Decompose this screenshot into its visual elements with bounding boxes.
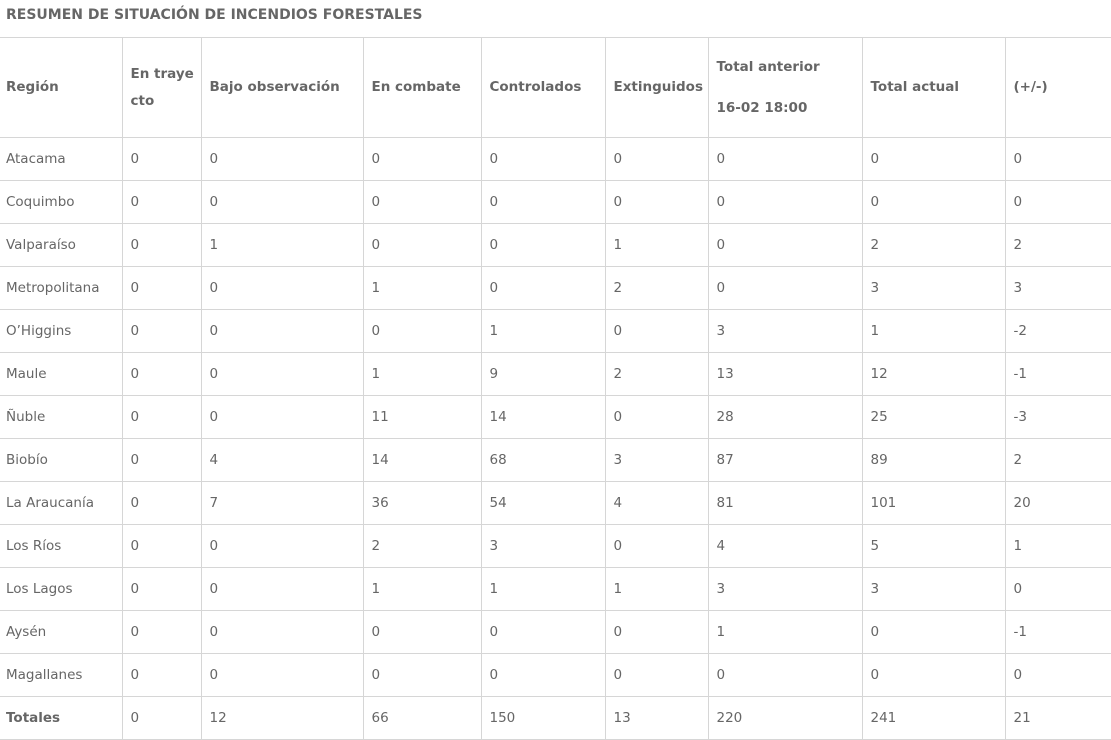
cell-en-combate: 0 [363, 138, 481, 181]
cell-diff: -1 [1005, 353, 1111, 396]
fire-summary-table [0, 37, 1111, 740]
cell-diff: 2 [1005, 224, 1111, 267]
cell-total-anterior: 3 [708, 310, 862, 353]
table-row [0, 568, 1111, 611]
header-en-combate: En combate [363, 38, 481, 138]
cell-controlados: 0 [481, 181, 605, 224]
cell-bajo-observacion: 1 [201, 224, 363, 267]
table-row [0, 353, 1111, 396]
cell-total-actual: 3 [862, 568, 1005, 611]
cell-total-anterior: 0 [708, 224, 862, 267]
cell-total-actual: 0 [862, 181, 1005, 224]
cell-region: Los Ríos [0, 525, 122, 568]
cell-total-actual: 0 [862, 138, 1005, 181]
table-header-row [0, 38, 1111, 138]
cell-total-anterior: 1 [708, 611, 862, 654]
total-controlados: 150 [481, 697, 605, 740]
cell-region: Biobío [0, 439, 122, 482]
cell-controlados: 1 [481, 568, 605, 611]
table-row [0, 181, 1111, 224]
cell-en-trayecto: 0 [122, 396, 201, 439]
cell-extinguidos: 0 [605, 611, 708, 654]
cell-en-combate: 36 [363, 482, 481, 525]
header-en-trayecto-line2: cto [130, 92, 155, 109]
cell-diff: 3 [1005, 267, 1111, 310]
cell-region: Aysén [0, 611, 122, 654]
cell-en-combate: 0 [363, 181, 481, 224]
cell-en-combate: 14 [363, 439, 481, 482]
cell-total-anterior: 4 [708, 525, 862, 568]
header-en-trayecto [122, 38, 201, 138]
cell-diff: 0 [1005, 654, 1111, 697]
cell-en-trayecto: 0 [122, 267, 201, 310]
total-total-anterior: 220 [708, 697, 862, 740]
cell-en-combate: 0 [363, 654, 481, 697]
table-row [0, 224, 1111, 267]
cell-bajo-observacion: 0 [201, 568, 363, 611]
cell-en-trayecto: 0 [122, 224, 201, 267]
cell-diff: 0 [1005, 568, 1111, 611]
cell-total-actual: 5 [862, 525, 1005, 568]
cell-region: Valparaíso [0, 224, 122, 267]
header-extinguidos: Extinguidos [605, 38, 708, 138]
cell-controlados: 0 [481, 267, 605, 310]
cell-en-combate: 0 [363, 611, 481, 654]
cell-extinguidos: 0 [605, 525, 708, 568]
cell-total-actual: 12 [862, 353, 1005, 396]
cell-bajo-observacion: 0 [201, 525, 363, 568]
header-controlados: Controlados [481, 38, 605, 138]
cell-extinguidos: 0 [605, 310, 708, 353]
cell-total-actual: 0 [862, 654, 1005, 697]
cell-diff: 0 [1005, 138, 1111, 181]
cell-region: Ñuble [0, 396, 122, 439]
cell-region: Maule [0, 353, 122, 396]
table-row [0, 482, 1111, 525]
total-extinguidos: 13 [605, 697, 708, 740]
total-region: Totales [0, 697, 122, 740]
header-en-trayecto-line1: En traye [130, 65, 194, 82]
cell-en-trayecto: 0 [122, 353, 201, 396]
total-en-trayecto: 0 [122, 697, 201, 740]
cell-controlados: 9 [481, 353, 605, 396]
cell-region: Los Lagos [0, 568, 122, 611]
cell-extinguidos: 0 [605, 138, 708, 181]
cell-bajo-observacion: 0 [201, 138, 363, 181]
cell-controlados: 0 [481, 654, 605, 697]
cell-region: O’Higgins [0, 310, 122, 353]
cell-extinguidos: 1 [605, 568, 708, 611]
cell-total-anterior: 0 [708, 181, 862, 224]
table-row [0, 396, 1111, 439]
cell-total-anterior: 28 [708, 396, 862, 439]
cell-diff: -2 [1005, 310, 1111, 353]
cell-total-actual: 3 [862, 267, 1005, 310]
cell-bajo-observacion: 0 [201, 654, 363, 697]
cell-controlados: 68 [481, 439, 605, 482]
cell-diff: 20 [1005, 482, 1111, 525]
total-diff: 21 [1005, 697, 1111, 740]
cell-bajo-observacion: 7 [201, 482, 363, 525]
header-diff: (+/-) [1005, 38, 1111, 138]
cell-region: Magallanes [0, 654, 122, 697]
cell-controlados: 0 [481, 224, 605, 267]
cell-total-actual: 25 [862, 396, 1005, 439]
cell-en-combate: 11 [363, 396, 481, 439]
cell-en-combate: 1 [363, 353, 481, 396]
cell-controlados: 1 [481, 310, 605, 353]
table-row [0, 310, 1111, 353]
cell-en-trayecto: 0 [122, 310, 201, 353]
cell-controlados: 0 [481, 138, 605, 181]
table-row [0, 611, 1111, 654]
cell-en-trayecto: 0 [122, 482, 201, 525]
cell-en-trayecto: 0 [122, 138, 201, 181]
cell-en-trayecto: 0 [122, 568, 201, 611]
cell-en-combate: 1 [363, 267, 481, 310]
cell-bajo-observacion: 0 [201, 310, 363, 353]
cell-en-combate: 1 [363, 568, 481, 611]
cell-bajo-observacion: 0 [201, 611, 363, 654]
cell-controlados: 14 [481, 396, 605, 439]
cell-extinguidos: 3 [605, 439, 708, 482]
cell-total-anterior: 0 [708, 654, 862, 697]
page-title: RESUMEN DE SITUACIÓN DE INCENDIOS FORESTALES [6, 7, 423, 23]
table-row [0, 525, 1111, 568]
cell-en-trayecto: 0 [122, 525, 201, 568]
cell-diff: 0 [1005, 181, 1111, 224]
cell-controlados: 54 [481, 482, 605, 525]
cell-diff: -1 [1005, 611, 1111, 654]
header-region: Región [0, 38, 122, 138]
total-total-actual: 241 [862, 697, 1005, 740]
cell-extinguidos: 1 [605, 224, 708, 267]
cell-diff: 2 [1005, 439, 1111, 482]
total-bajo-observacion: 12 [201, 697, 363, 740]
cell-extinguidos: 0 [605, 654, 708, 697]
header-total-anterior [708, 38, 862, 138]
cell-region: Metropolitana [0, 267, 122, 310]
cell-en-combate: 2 [363, 525, 481, 568]
header-total-anterior-line1: Total anterior [716, 58, 820, 75]
cell-controlados: 0 [481, 611, 605, 654]
cell-en-trayecto: 0 [122, 611, 201, 654]
cell-total-actual: 101 [862, 482, 1005, 525]
cell-total-anterior: 87 [708, 439, 862, 482]
table-body [0, 138, 1111, 740]
cell-total-actual: 89 [862, 439, 1005, 482]
table-row [0, 654, 1111, 697]
cell-extinguidos: 0 [605, 181, 708, 224]
cell-extinguidos: 0 [605, 396, 708, 439]
cell-total-anterior: 3 [708, 568, 862, 611]
table-row [0, 439, 1111, 482]
cell-en-combate: 0 [363, 224, 481, 267]
cell-bajo-observacion: 0 [201, 396, 363, 439]
table-row [0, 138, 1111, 181]
cell-en-trayecto: 0 [122, 181, 201, 224]
cell-diff: 1 [1005, 525, 1111, 568]
cell-extinguidos: 4 [605, 482, 708, 525]
cell-total-anterior: 13 [708, 353, 862, 396]
cell-region: La Araucanía [0, 482, 122, 525]
header-total-anterior-line2: 16-02 18:00 [716, 99, 808, 116]
totals-row [0, 697, 1111, 740]
cell-total-actual: 0 [862, 611, 1005, 654]
cell-en-combate: 0 [363, 310, 481, 353]
header-bajo-observacion: Bajo observación [201, 38, 363, 138]
cell-bajo-observacion: 0 [201, 267, 363, 310]
cell-total-actual: 1 [862, 310, 1005, 353]
cell-bajo-observacion: 0 [201, 181, 363, 224]
total-en-combate: 66 [363, 697, 481, 740]
cell-bajo-observacion: 4 [201, 439, 363, 482]
table-row [0, 267, 1111, 310]
cell-region: Coquimbo [0, 181, 122, 224]
cell-en-trayecto: 0 [122, 654, 201, 697]
cell-region: Atacama [0, 138, 122, 181]
header-total-actual: Total actual [862, 38, 1005, 138]
cell-diff: -3 [1005, 396, 1111, 439]
cell-controlados: 3 [481, 525, 605, 568]
cell-extinguidos: 2 [605, 353, 708, 396]
cell-en-trayecto: 0 [122, 439, 201, 482]
cell-total-anterior: 0 [708, 267, 862, 310]
cell-total-actual: 2 [862, 224, 1005, 267]
cell-bajo-observacion: 0 [201, 353, 363, 396]
cell-extinguidos: 2 [605, 267, 708, 310]
cell-total-anterior: 0 [708, 138, 862, 181]
cell-total-anterior: 81 [708, 482, 862, 525]
